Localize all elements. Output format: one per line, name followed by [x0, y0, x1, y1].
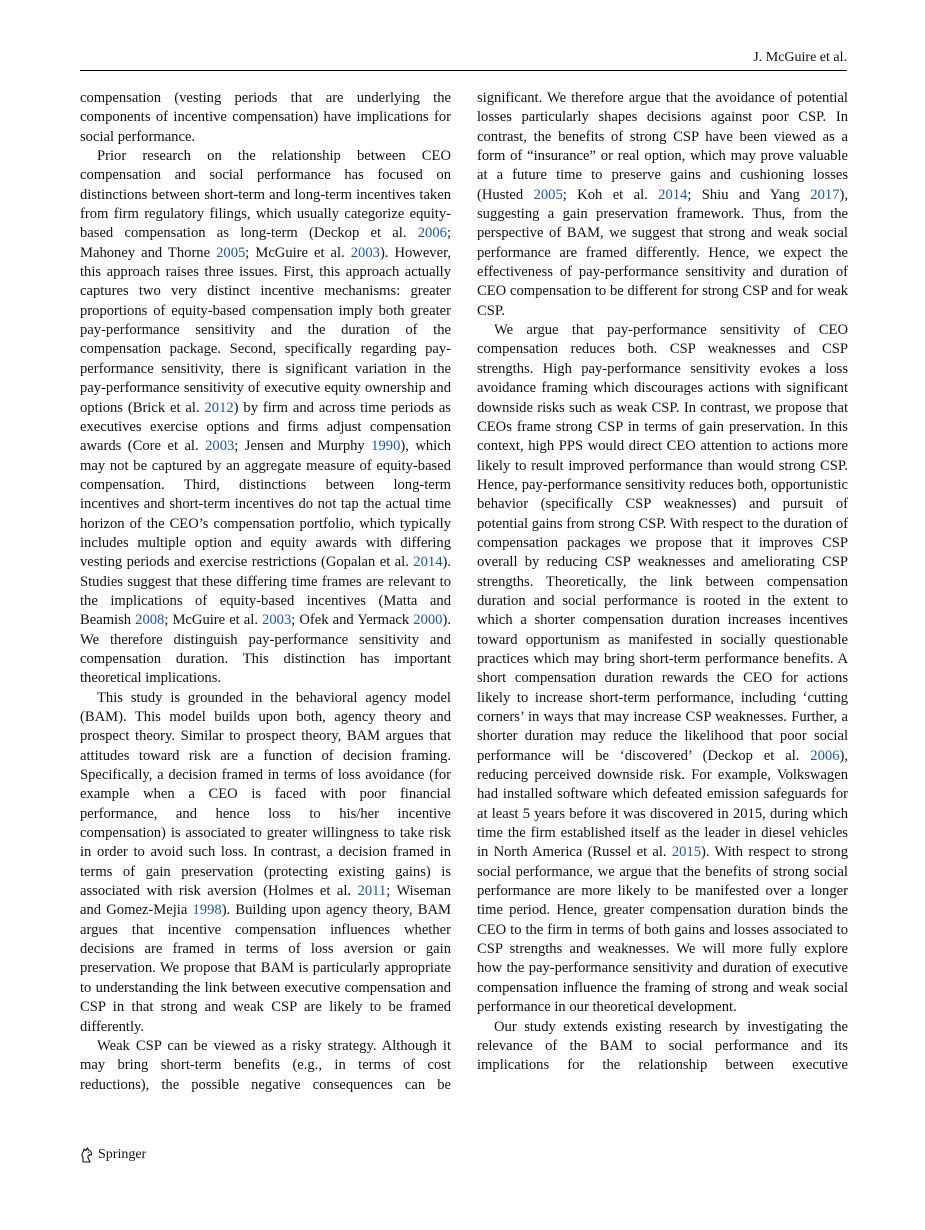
text-run: Prior research on the relationship between CEO compensation and social performance has focused on distinctions between short-term and long-term incentives taken from firm regulatory filings, which usually categorize equity-based compensation as long-term (Deckop et al.	[80, 148, 451, 242]
text-run: Weak CSP can be viewed as a risky strategy. Although it may bring short-term benefits (e.g., in terms of cost reductions), the possible negative consequences can be	[80, 1037, 451, 1093]
right-column	[477, 89, 848, 1076]
citation-link[interactable]: 2011	[357, 883, 387, 900]
paragraph	[80, 1037, 451, 1095]
text-run: This study is grounded in the behavioral agency model (BAM). This model builds upon both, agency theory and prospect theory. Similar to prospect theory, BAM argues that attitudes toward risk are a function of decision framing. Specifically, a decision framed in terms of loss avoidance (for example when a CEO is faced with poor financial performance, and hence loss to his/her incentive compensation) is associated to greater willingness to take risk in order to avoid such loss. In contrast, a decision framed in terms of gain preservation (protecting existing gains) is associated with risk aversion (Holmes et al.	[80, 689, 451, 900]
text-run: Our study extends existing research by investigating the relevance of the BAM to social performance and its implications for the relationship between executive	[477, 1018, 848, 1074]
citation-link[interactable]: 2005	[216, 244, 246, 261]
citation-link[interactable]: 2014	[658, 186, 688, 203]
citation-link[interactable]: 2006	[810, 747, 840, 764]
text-run: compensation (vesting periods that are underlying the components of incentive compensation) have implications for social performance.	[80, 90, 451, 145]
text-run: ; Shiu and Yang	[687, 186, 811, 203]
text-run: ; Jensen and Murphy	[234, 438, 372, 455]
text-run: ; McGuire et al.	[164, 612, 263, 629]
text-run: ). Building upon agency theory, BAM argues that incentive compensation influences whether decisions are framed in terms of loss aversion or gain preservation. We propose that BAM is particularly appropriate to understanding the link between executive compensation and CSP in that strong and weak CSP are likely to be framed differently.	[80, 902, 451, 1035]
paragraph	[477, 1018, 848, 1076]
text-run: We argue that pay-performance sensitivity of CEO compensation reduces both. CSP weaknesses and CSP strengths. High pay-performance sensitivity evokes a loss avoidance framing which discourages actions with significant downside risks such as weak CSP. In contrast, we propose that CEOs frame strong CSP in terms of gain preservation. In this context, high PPS would direct CEO attention to actions more likely to result improved performance than would strong CSP. Hence, pay-performance sensitivity reduces both, opportunistic behavior (specifically CSP weaknesses) and pursuit of potential gains from strong CSP. With respect to the duration of compensation packages we propose that it improves CSP overall by reducing CSP weaknesses and ameliorating CSP strengths. Theoretically, the link between compensation duration and social performance is rooted in the extent to which a shorter compensation duration increases incentives toward opportunism as manifested in socially questionable practices which may bring short-term performance benefits. A short compensation duration rewards the CEO for actions likely to increase short-term performance, including ‘cutting corners’ in ways that may increase CSP weaknesses. Further, a shorter duration may reduce the likelihood that poor social performance will be ‘discovered’ (Deckop et al.	[477, 322, 848, 764]
paragraph	[80, 147, 451, 689]
paragraph	[80, 89, 451, 147]
text-run: ). Studies suggest that these differing time frames are relevant to the implications of equity-based incentives (Matta and Beamish	[80, 554, 451, 629]
citation-link[interactable]: 2015	[671, 844, 702, 861]
text-run: ; Ofek and Yermack	[291, 612, 414, 629]
running-head: J. McGuire et al.	[753, 50, 847, 65]
citation-link[interactable]: 2006	[417, 225, 447, 242]
text-run: ; McGuire et al.	[245, 244, 351, 261]
citation-link[interactable]: 2000	[413, 612, 443, 629]
citation-link[interactable]: 2014	[413, 554, 443, 571]
text-run: ) by firm and across time periods as executives exercise options and firms adjust compensation awards (Core et al.	[80, 399, 451, 455]
text-run: ; Mahoney and Thorne	[80, 225, 451, 261]
publisher-name: Springer	[98, 1147, 147, 1162]
text-run: ). However, this approach raises three issues. First, this approach actually captures two very distinct incentive mechanisms: greater proportions of equity-based compensation imply both greater pay-performance sensitivity and the duration of the compensation package. Second, specifically regarding pay-performance sensitivity, there is significant variation in the pay-performance sensitivity of executive equity ownership and options (Brick et al.	[80, 244, 452, 416]
paragraph	[477, 89, 848, 321]
springer-horse-icon	[80, 1147, 94, 1163]
citation-link[interactable]: 2008	[135, 612, 165, 629]
text-run: ). We therefore distinguish pay-performance sensitivity and compensation duration. This distinction has important theoretical implications.	[80, 612, 451, 687]
text-run: ; Wiseman and Gomez-Mejia	[80, 883, 451, 919]
citation-link[interactable]: 2003	[350, 244, 380, 261]
citation-link[interactable]: 2003	[262, 612, 292, 629]
text-run: ). With respect to strong social performance, we argue that the benefits of strong social performance are more likely to be manifested over a longer time period. Hence, greater compensation duration binds the CEO to the firm in terms of both gains and losses associated to CSP strengths and weaknesses. We will more fully explore how the pay-performance sensitivity and duration of executive compensation influence the framing of strong and weak social performance in our theoretical development.	[477, 844, 849, 1016]
text-run: ; Koh et al.	[562, 186, 659, 203]
left-column	[80, 89, 451, 1095]
footer	[80, 1144, 146, 1166]
paragraph	[80, 689, 451, 1037]
citation-link[interactable]: 2003	[205, 438, 235, 455]
text-run: ), suggesting a gain preservation framework. Thus, from the perspective of BAM, we suggest that strong and weak social performance are framed differently. Hence, we expect the effectiveness of pay-performance sensitivity and duration of CEO compensation to be different for strong CSP and for weak CSP.	[477, 186, 848, 319]
text-run: ), reducing perceived downside risk. For example, Volkswagen had installed software which defeated emission safeguards for at least 5 years before it was discovered in 2015, during which time the firm established itself as the leader in diesel vehicles in North America (Russel et al.	[477, 747, 848, 861]
header-rule	[80, 70, 847, 71]
citation-link[interactable]: 1998	[192, 902, 222, 919]
text-run: ), which may not be captured by an aggregate measure of equity-based compensation. Third, distinctions between long-term incentives and short-term incentives do not tap the actual time horizon of the CEO’s compensation portfolio, which typically includes multiple option and equity awards with differing vesting periods and exercise restrictions (Gopalan et al.	[80, 438, 451, 571]
text-run: significant. We therefore argue that the avoidance of potential losses particularly shapes decisions against poor CSP. In contrast, the benefits of strong CSP have been viewed as a form of “insurance” or real option, which may prove valuable at a future time to preserve gains and cushioning losses (Husted	[477, 90, 848, 203]
citation-link[interactable]: 2012	[204, 399, 234, 416]
paragraph	[477, 321, 848, 1017]
citation-link[interactable]: 1990	[371, 438, 401, 455]
citation-link[interactable]: 2005	[533, 186, 563, 203]
citation-link[interactable]: 2017	[810, 186, 840, 203]
